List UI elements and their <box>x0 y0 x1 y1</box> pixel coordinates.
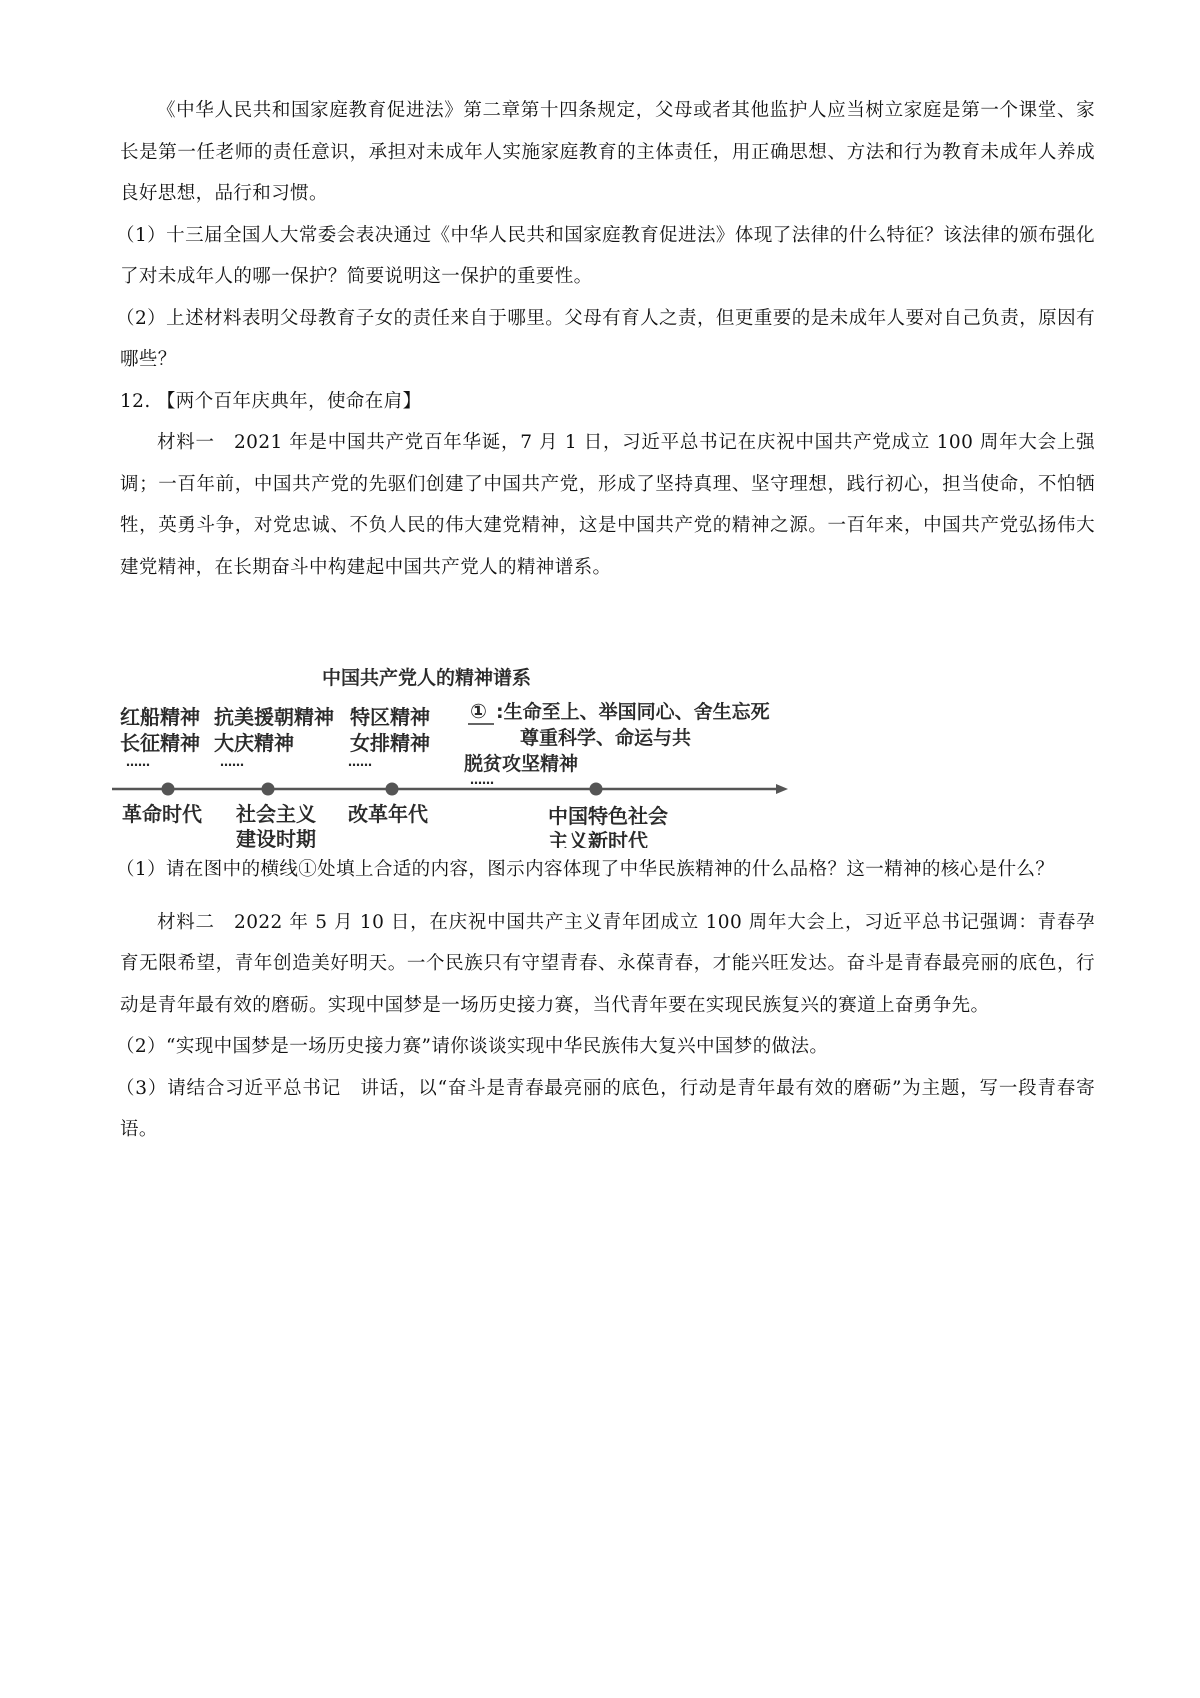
upper-text <box>116 90 1095 588</box>
spirit-label: 脱贫攻坚精神 <box>464 753 579 775</box>
question-11-1: （1）十三届全国人大常委会表决通过《中华人民共和国家庭教育促进法》体现了法律的什么特征？该法律的颁布强化了对未成年人的哪一保护？简要说明这一保护的重要性。 <box>116 224 1095 287</box>
timeline-node <box>262 783 275 796</box>
spirit-label: 红船精神 <box>120 705 200 729</box>
spirit-genealogy-diagram <box>112 658 852 848</box>
question-11-2: （2）上述材料表明父母教育子女的责任来自于哪里。父母有育人之责，但更重要的是未成年人要对自己负责，原因有哪些？ <box>116 307 1095 370</box>
blank-marker: ① <box>470 699 487 723</box>
timeline-node <box>590 783 603 796</box>
ellipsis-mark: …… <box>126 755 150 769</box>
ellipsis-mark: …… <box>220 755 244 769</box>
lower-text <box>116 849 1095 1151</box>
question-12-1: （1）请在图中的横线①处填上合适的内容，图示内容体现了中华民族精神的什么品格？这一精神的核心是什么？ <box>116 859 1055 880</box>
period-label: 革命时代 <box>122 802 202 826</box>
spirit-label: :生命至上、举国同心、舍生忘死 <box>496 701 770 723</box>
diagram-svg <box>112 658 852 848</box>
question-12-2: （2）“实现中国梦是一场历史接力赛”请你谈谈实现中华民族伟大复兴中国梦的做法。 <box>116 1036 829 1057</box>
diagram-title: 中国共产党人的精神谱系 <box>322 667 532 689</box>
period-label: 社会主义 <box>236 802 316 826</box>
spirit-label: 长征精神 <box>120 731 200 755</box>
material-two-paragraph: 材料二 2022 年 5 月 10 日，在庆祝中国共产主义青年团成立 100 周年大会上，习近平总书记强调：青春孕育无限希望，青年创造美好明天。一个民族只有守望青春、永葆青春，才能兴旺发达。奋斗是青春最亮丽的底色，行动是青年最有效的磨砺。实现中国梦是一场历史接力赛，当代青年要在实现民族复兴的赛道上奋勇争先。 <box>120 911 1095 1016</box>
question-12-3: （3）请结合习近平总书记 讲话，以“奋斗是青春最亮丽的底色，行动是青年最有效的磨砺”为主题，写一段青春寄语。 <box>116 1077 1095 1140</box>
spirit-label: 特区精神 <box>350 705 430 729</box>
timeline-node <box>162 783 175 796</box>
ellipsis-mark: …… <box>470 773 494 787</box>
period-label: 改革年代 <box>348 802 428 826</box>
spirit-label: 抗美援朝精神 <box>214 705 334 729</box>
ellipsis-mark: …… <box>348 755 372 769</box>
spirit-label: 尊重科学、命运与共 <box>520 727 692 749</box>
question-12-title: 12. 【两个百年庆典年，使命在肩】 <box>120 390 422 412</box>
law-intro-paragraph: 《中华人民共和国家庭教育促进法》第二章第十四条规定，父母或者其他监护人应当树立家庭是第一个课堂、家长是第一任老师的责任意识，承担对未成年人实施家庭教育的主体责任，用正确思想、方法和行为教育未成年人养成良好思想，品行和习惯。 <box>120 100 1095 204</box>
timeline-arrow-icon <box>776 784 788 794</box>
material-one-paragraph: 材料一 2021 年是中国共产党百年华诞，7 月 1 日，习近平总书记在庆祝中国共产党成立 100 周年大会上强调；一百年前，中国共产党的先驱们创建了中国共产党，形成了坚持真理、坚守理想，践行初心，担当使命，不怕牺牲，英勇斗争，对党忠诚、不负人民的伟大建党精神，这是中国共产党的精神之源。一百年来，中国共产党弘扬伟大建党精神，在长期奋斗中构建起中国共产党人的精神谱系。 <box>120 432 1095 578</box>
timeline-node <box>386 783 399 796</box>
period-label: 建设时期 <box>236 827 316 848</box>
period-label: 中国特色社会 <box>548 804 668 828</box>
spirit-label: 大庆精神 <box>214 731 294 755</box>
spirit-label: 女排精神 <box>350 731 430 755</box>
period-label: 主义新时代 <box>548 829 648 848</box>
